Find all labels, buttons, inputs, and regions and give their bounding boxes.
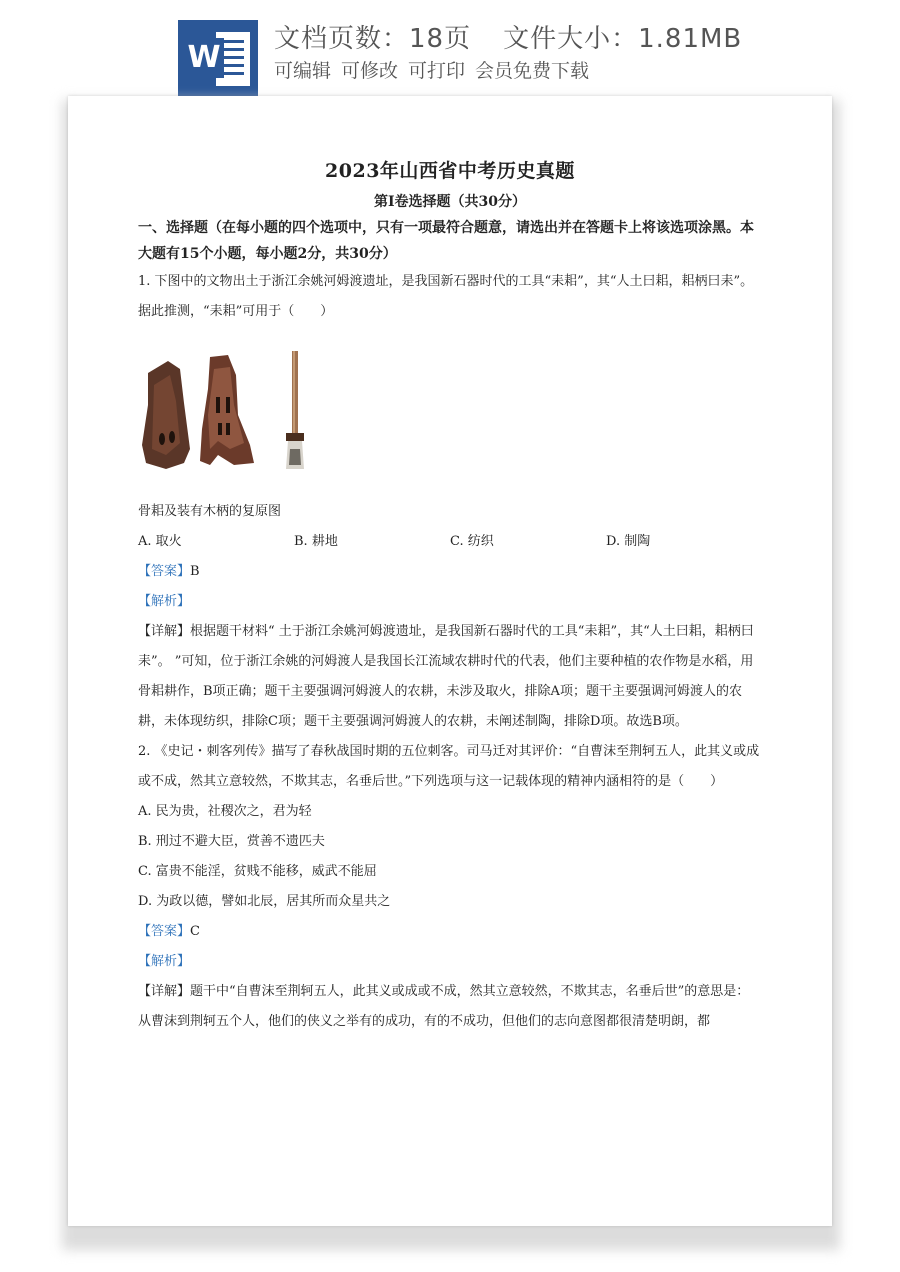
- download-banner: [0, 0, 900, 96]
- bone-plough-image: [138, 345, 328, 485]
- detail-tag: 【详解】: [138, 984, 191, 999]
- question-1-answer: [138, 557, 762, 587]
- file-info: [274, 18, 742, 55]
- option-d: D. 为政以德，譬如北辰，居其所而众星共之: [138, 894, 391, 909]
- option-a: A. 取火: [138, 534, 182, 549]
- volume-title: 第I卷选择题（共30分）: [373, 194, 527, 210]
- detail-tag: 【详解】: [138, 624, 191, 639]
- word-document-icon: [178, 20, 258, 96]
- question-2-analysis-tag: 【解析】: [138, 954, 191, 969]
- question-2-detail: [138, 977, 762, 1037]
- feature-editable: 可编辑: [274, 60, 332, 82]
- option-b: B. 刑过不避大臣，赏善不遗匹夫: [138, 834, 325, 849]
- question-2-stem: 2. 《史记・刺客列传》描写了春秋战国时期的五位刺客。司马迁对其评价：“自曹沫至荆轲五人，此其义或成或不成，然其立意较然，不欺其志，名垂后世。”下列选项与这一记载体现的精神内涵相符的是（ ）: [138, 744, 760, 789]
- artifact-illustration: [138, 345, 328, 485]
- feature-list: [274, 56, 599, 83]
- answer-value: B: [190, 564, 200, 579]
- question-1-detail: [138, 617, 762, 737]
- option-c: C. 纺织: [450, 534, 494, 549]
- option-b: B. 耕地: [294, 534, 338, 549]
- option-c: C. 富贵不能淫，贫贱不能移，威武不能屈: [138, 864, 377, 879]
- figure-caption: 骨耜及装有木柄的复原图: [138, 504, 282, 519]
- feature-member-download: 会员免费下载: [475, 60, 590, 82]
- document-page: [68, 96, 832, 1226]
- page-content: [138, 156, 762, 1037]
- question-1-stem: 1. 下图中的文物出土于浙江余姚河姆渡遗址，是我国新石器时代的工具“耒耜”，其“人土曰耜，耜柄曰耒”。据此推测，“耒耜”可用于（ ）: [138, 274, 754, 319]
- answer-value: C: [190, 924, 200, 939]
- question-2-answer: [138, 917, 762, 947]
- answer-tag: 【答案】: [138, 564, 191, 579]
- option-d: D. 制陶: [606, 534, 651, 549]
- section-heading: 一、选择题（在每小题的四个选项中，只有一项最符合题意，请选出并在答题卡上将该选项涂黑。本大题有15个小题，每小题2分，共30分）: [138, 220, 754, 262]
- feature-modifiable: 可修改: [341, 60, 399, 82]
- question-1-options: [138, 527, 762, 557]
- feature-printable: 可打印: [408, 60, 466, 82]
- detail-text: 题干中“自曹沫至荆轲五人，此其义或成或不成，然其立意较然，不欺其志，名垂后世”的意思是：从曹沫到荆轲五个人，他们的侠义之举有的成功，有的不成功，但他们的志向意图都很清楚明朗，都: [138, 984, 750, 1029]
- word-letter: W: [184, 38, 224, 78]
- option-a: A. 民为贵，社稷次之，君为轻: [138, 804, 312, 819]
- page-count: 文档页数：18页: [274, 24, 472, 54]
- detail-text: 根据题干材料“ 土于浙江余姚河姆渡遗址，是我国新石器时代的工具“耒耜”，其“人土曰耜，耜柄曰耒”。 ”可知，位于浙江余姚的河姆渡人是我国长江流域农耕时代的代表，他们主要种植的农作物是水稻，用骨耜耕作，B项正确；题干主要强调河姆渡人的农耕，未涉及取火，排除A项；题干主要强调河姆渡人的农耕，未体现纺织，排除C项；题干主要强调河姆渡人的农耕，未阐述制陶，排除D项。故选B项。: [138, 624, 754, 729]
- question-1-analysis-tag: 【解析】: [138, 594, 191, 609]
- answer-tag: 【答案】: [138, 924, 191, 939]
- file-size: 文件大小：1.81MB: [503, 24, 743, 54]
- document-title: 2023年山西省中考历史真题: [325, 160, 575, 182]
